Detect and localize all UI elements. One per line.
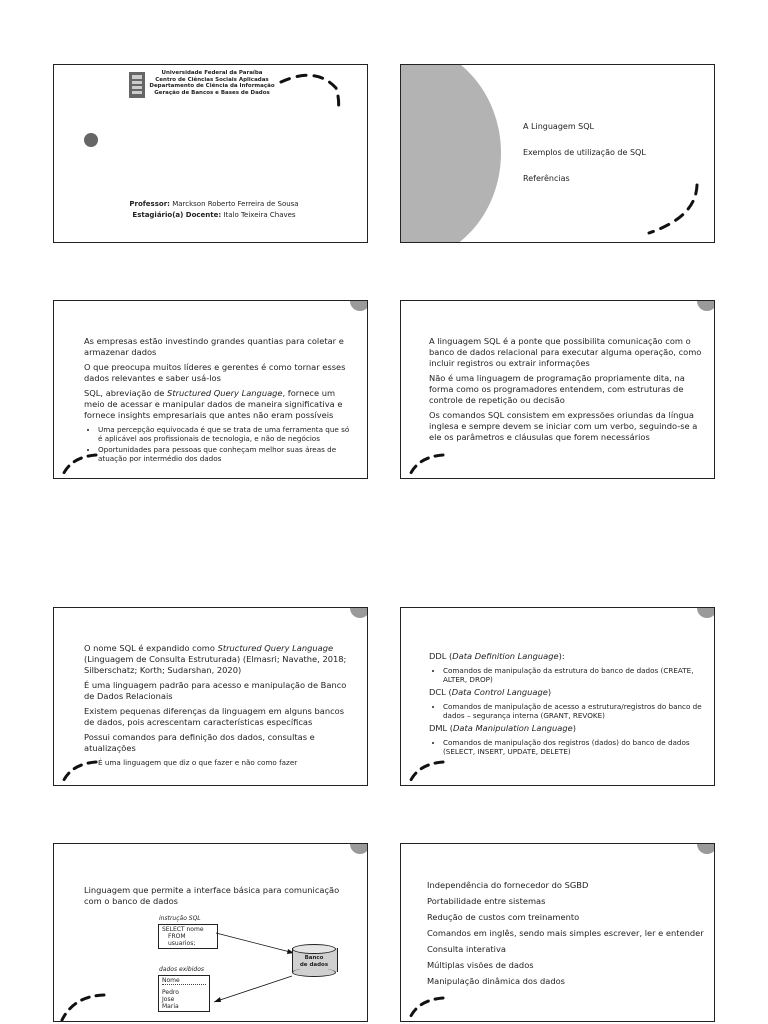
instruction-caption: instrução SQL <box>159 915 201 922</box>
paragraph: As empresas estão investindo grandes quantias para coletar e armazenar dados <box>84 336 344 357</box>
list-item: Independência do fornecedor do SGBD <box>427 880 589 890</box>
bullet-list <box>84 758 356 767</box>
slide-2 <box>400 64 715 243</box>
list-item: • Comandos de manipulação dos registros (dados) do banco de dados (SELECT, INSERT, UPDATE, DELETE) <box>443 738 709 756</box>
list-item: Portabilidade entre sistemas <box>427 896 546 906</box>
header-line: Universidade Federal da Paraíba <box>161 70 263 76</box>
bullet-list <box>429 666 709 684</box>
corner-dot <box>697 843 715 854</box>
output-row: Maria <box>162 1003 179 1010</box>
header-line: Centro de Ciências Sociais Aplicadas <box>155 76 269 83</box>
slide-5 <box>53 607 368 786</box>
institution-header <box>142 70 282 96</box>
list-item: Manipulação dinâmica dos dados <box>427 976 565 986</box>
slide-4 <box>400 300 715 479</box>
slide-3 <box>53 300 368 479</box>
dashed-arc-decoration <box>56 447 100 479</box>
output-caption: dados exibidos <box>159 966 204 973</box>
header-line: Departamento de Ciência da Informação <box>149 83 275 89</box>
dashed-arc-decoration <box>56 754 100 786</box>
gray-dot <box>84 133 98 147</box>
paragraph: DDL (Data Definition Language): <box>429 651 565 661</box>
list-item: Comandos em inglês, sendo mais simples escrever, ler e entender <box>427 928 704 938</box>
slide-content <box>429 336 704 447</box>
paragraph: O nome SQL é expandido como Structured Query Language (Linguagem de Consulta Estruturada) (Elmasri; Navathe, 2018; Silberschatz; Korth; Sudarshan, 2020) <box>84 643 347 675</box>
paragraph: A linguagem SQL é a ponte que possibilita comunicação com o banco de dados relacional para executar alguma operação, como incluir registros ou extrair informações <box>429 336 702 368</box>
paragraph: Os comandos SQL consistem em expressões oriundas da língua inglesa e sempre devem se iniciar com um verbo, seguindo-se a ele os parâmetros e cláusulas que forem necessários <box>429 410 698 442</box>
paragraph: DML (Data Manipulation Language) <box>429 723 576 733</box>
dashed-arc-decoration <box>56 990 108 1022</box>
paragraph: Linguagem que permite a interface básica para comunicação com o banco de dados <box>84 885 340 906</box>
list-item: • Comandos de manipulação de acesso a estrutura/registros do banco de dados – segurança interna (GRANT, REVOKE) <box>443 702 709 720</box>
dashed-arc-decoration <box>276 68 346 116</box>
agenda-item: Exemplos de utilização de SQL <box>523 148 646 157</box>
list-item: • Uma percepção equivocada é que se trata de uma ferramenta que só é aplicável aos profissionais de tecnologia, e não de negócios <box>98 425 354 443</box>
list-item: Consulta interativa <box>427 944 506 954</box>
bullet-list <box>429 738 709 756</box>
paragraph: É uma linguagem padrão para acesso e manipulação de Banco de Dados Relacionais <box>84 680 347 701</box>
corner-dot <box>350 300 368 311</box>
paragraph: DCL (Data Control Language) <box>429 687 552 697</box>
dashed-arc-decoration <box>403 754 447 786</box>
output-header: Nome <box>162 977 206 985</box>
sql-instruction-box: SELECT nome FROM usuarios; <box>158 924 218 949</box>
list-item: Múltiplas visões de dados <box>427 960 534 970</box>
slide-7 <box>53 843 368 1022</box>
slide-8 <box>400 843 715 1022</box>
bullet-list <box>84 425 354 463</box>
slide-content <box>429 651 709 759</box>
intern-name: Italo Teixeira Chaves <box>223 211 296 219</box>
agenda-list <box>523 121 703 188</box>
slide-6 <box>400 607 715 786</box>
gray-half-circle <box>400 64 501 243</box>
list-item: • Comandos de manipulação da estrutura do banco de dados (CREATE, ALTER, DROP) <box>443 666 709 684</box>
bullet-list <box>429 702 709 720</box>
slide-1 <box>53 64 368 243</box>
paragraph: O que preocupa muitos líderes e gerentes é como tornar esses dados relevantes e saber usá-los <box>84 362 346 383</box>
database-icon <box>292 944 336 976</box>
professor-label: Professor: <box>129 200 170 208</box>
paragraph: SQL, abreviação de Structured Query Language, fornece um meio de acessar e manipular dados de maneira significativa e fornece insights empresariais que antes não eram possíveis <box>84 388 343 420</box>
output-row: Pedro <box>162 989 179 996</box>
slide-content <box>84 643 356 770</box>
agenda-item: A Linguagem SQL <box>523 122 594 131</box>
credits <box>94 199 334 221</box>
database-label: Banco de dados <box>299 955 329 968</box>
corner-dot <box>697 607 715 618</box>
dashed-arc-decoration <box>403 990 447 1022</box>
list-item: • Oportunidades para pessoas que conheçam melhor suas áreas de atuação por intermédio dos dados <box>98 445 354 463</box>
paragraph: Existem pequenas diferenças da linguagem em alguns bancos de dados, pois acrescentam características específicas <box>84 706 345 727</box>
list-item: Redução de custos com treinamento <box>427 912 580 922</box>
corner-dot <box>697 300 715 311</box>
header-line: Geração de Bancos e Bases de Dados <box>154 89 270 96</box>
paragraph: Possui comandos para definição dos dados, consultas e atualizações <box>84 732 315 753</box>
corner-dot <box>350 607 368 618</box>
slide-content <box>427 880 705 992</box>
paragraph: Não é uma linguagem de programação propriamente dita, na forma como os programadores entendem, com estruturas de controle de repetição ou decisão <box>429 373 685 405</box>
dashed-arc-decoration <box>641 181 701 239</box>
output-table-box <box>158 975 210 1012</box>
output-row: Jose <box>162 996 175 1003</box>
intern-label: Estagiário(a) Docente: <box>132 211 222 219</box>
agenda-item: Referências <box>523 174 570 183</box>
list-item: • É uma linguagem que diz o que fazer e não como fazer <box>98 758 356 767</box>
slide-content <box>84 336 354 466</box>
professor-name: Marckson Roberto Ferreira de Sousa <box>172 200 299 208</box>
dashed-arc-decoration <box>403 447 447 479</box>
